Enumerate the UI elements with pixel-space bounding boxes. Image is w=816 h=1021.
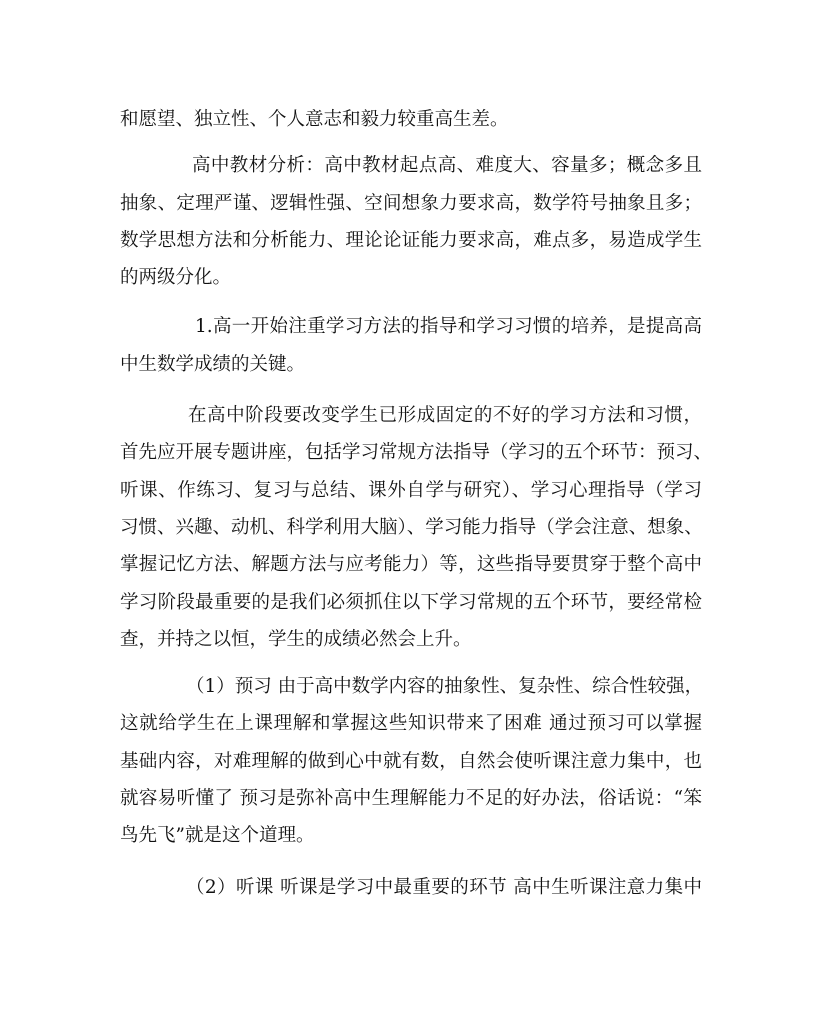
text-line: 中生数学成绩的关键。 bbox=[120, 353, 306, 375]
paragraph-study-methods bbox=[120, 397, 713, 658]
text-line: 就容易听懂了 预习是弥补高中生理解能力不足的好办法，俗话说：“笨 bbox=[120, 788, 702, 810]
text-line: 的两级分化。 bbox=[120, 267, 232, 289]
text-line: 这就给学生在上课理解和掌握这些知识带来了困难 通过预习可以掌握 bbox=[120, 713, 702, 735]
text-line: 数学思想方法和分析能力、理论论证能力要求高，难点多，易造成学生 bbox=[120, 229, 702, 251]
text-line: 抽象、定理严谨、逻辑性强、空间想象力要求高，数学符号抽象且多； bbox=[120, 192, 702, 214]
text-line: 掌握记忆方法、解题方法与应考能力）等，这些指导要贯穿于整个高中 bbox=[120, 554, 702, 576]
paragraph-preview bbox=[120, 668, 702, 854]
document-body bbox=[120, 101, 713, 906]
text-line: 首先应开展专题讲座，包括学习常规方法指导（学习的五个环节：预习、 bbox=[120, 442, 713, 464]
text-line: （1）预习 由于高中数学内容的抽象性、复杂性、综合性较强， bbox=[186, 676, 704, 698]
text-line: （2）听课 听课是学习中最重要的环节 高中生听课注意力集中 bbox=[186, 876, 702, 898]
paragraph-point-1 bbox=[120, 308, 702, 383]
text-line: 学习阶段最重要的是我们必须抓住以下学习常规的五个环节，要经常检 bbox=[120, 591, 702, 613]
paragraph-listening bbox=[120, 869, 702, 906]
paragraph-textbook-analysis bbox=[120, 147, 702, 296]
text-line: 查，并持之以恒，学生的成绩必然会上升。 bbox=[120, 628, 472, 650]
text-line: 基础内容，对难理解的做到心中就有数，自然会使听课注意力集中，也 bbox=[120, 750, 702, 772]
text-line: 1.高一开始注重学习方法的指导和学习习惯的培养，是提高高 bbox=[195, 316, 702, 338]
text-line: 习惯、兴趣、动机、科学利用大脑）、学习能力指导（学会注意、想象、 bbox=[120, 516, 703, 538]
text-line: 高中教材分析：高中教材起点高、难度大、容量多；概念多且 bbox=[192, 155, 702, 177]
text-line: 和愿望、独立性、个人意志和毅力较重高生差。 bbox=[120, 109, 509, 130]
text-line: 在高中阶段要改变学生已形成固定的不好的学习方法和习惯， bbox=[188, 405, 702, 427]
paragraph-continuation bbox=[120, 101, 702, 138]
text-line: 听课、作练习、复习与总结、课外自学与研究）、学习心理指导（学习 bbox=[120, 479, 702, 501]
text-line: 鸟先飞”就是这个道理。 bbox=[120, 825, 315, 847]
